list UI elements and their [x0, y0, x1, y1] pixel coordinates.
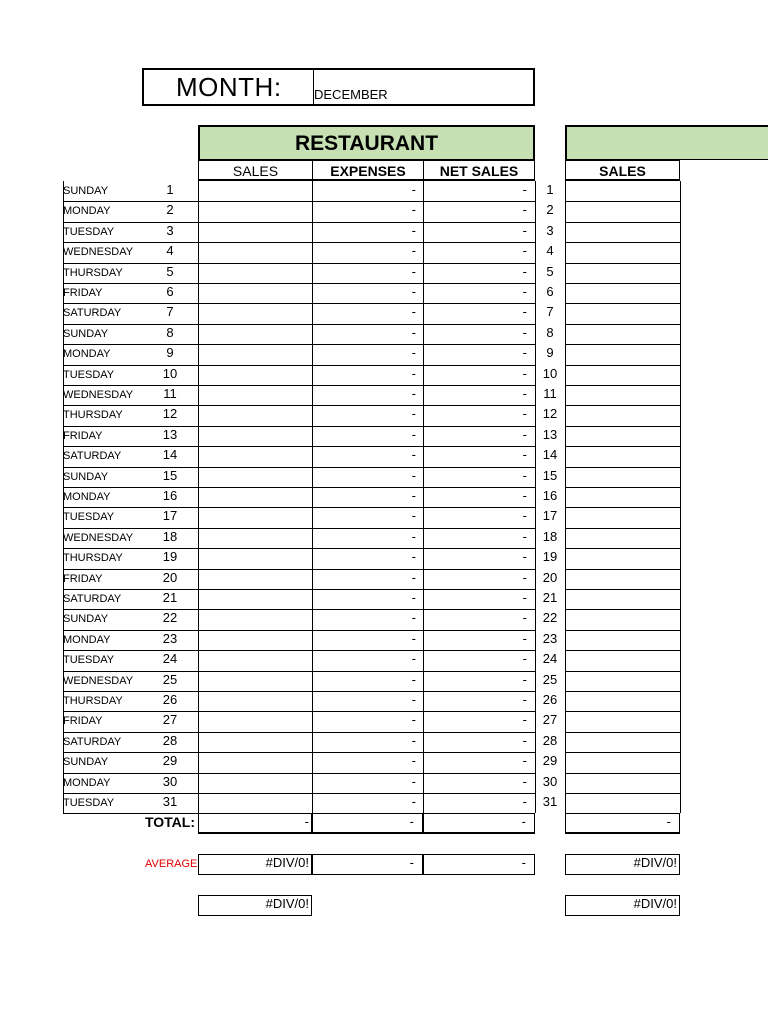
total-sales-right-cell[interactable]: -: [565, 813, 680, 834]
day-number-right: 4: [546, 243, 554, 259]
day-number-right: 26: [542, 692, 558, 707]
sales-right-cell[interactable]: [565, 344, 680, 364]
total-expenses-cell[interactable]: -: [312, 813, 423, 834]
day-number-right: 19: [542, 549, 558, 565]
column-line-right: [565, 181, 566, 813]
day-number-right: 29: [542, 753, 558, 769]
sales-right-cell[interactable]: [565, 589, 680, 609]
day-number: 8: [166, 324, 174, 340]
day-number: 5: [166, 263, 174, 279]
expenses-cell[interactable]: -: [411, 610, 416, 626]
right-banner: [565, 125, 768, 160]
day-number: 18: [162, 528, 178, 544]
day-label: TUESDAY: [63, 511, 115, 524]
net-sales-cell[interactable]: -: [522, 773, 527, 789]
sales-cell[interactable]: [198, 405, 312, 425]
sales-cell[interactable]: [198, 691, 312, 711]
sales-cell[interactable]: [198, 507, 312, 527]
day-number: 29: [162, 753, 178, 769]
sales-right-cell[interactable]: [565, 752, 680, 772]
sales-right-cell[interactable]: [565, 548, 680, 568]
sales-cell[interactable]: [198, 263, 312, 283]
day-label: SUNDAY: [63, 756, 109, 769]
sales-right-cell[interactable]: [565, 426, 680, 446]
expenses-cell[interactable]: -: [411, 345, 416, 361]
day-number-right: 18: [542, 528, 558, 544]
day-number-right: 22: [542, 610, 558, 626]
sales-right-cell[interactable]: [565, 487, 680, 507]
day-number-right: 28: [542, 732, 558, 748]
day-number-right: 12: [542, 406, 558, 422]
net-sales-cell[interactable]: -: [522, 569, 527, 585]
day-label: FRIDAY: [63, 287, 103, 299]
sales-right-header: SALES: [565, 160, 680, 181]
net-sales-cell[interactable]: -: [522, 590, 527, 605]
expenses-cell[interactable]: -: [411, 263, 416, 279]
expenses-cell[interactable]: -: [411, 794, 416, 809]
net-sales-cell[interactable]: -: [522, 182, 527, 197]
expenses-cell[interactable]: -: [411, 773, 416, 789]
sales-cell[interactable]: [198, 201, 312, 221]
day-number: 4: [166, 243, 174, 259]
day-number-right: 25: [542, 671, 558, 687]
sales-right-cell[interactable]: [565, 650, 680, 670]
expenses-cell[interactable]: -: [411, 182, 416, 197]
sales-cell[interactable]: [198, 181, 312, 201]
net-sales-cell[interactable]: -: [522, 712, 527, 728]
day-label: FRIDAY: [63, 429, 103, 442]
sales-cell[interactable]: [198, 793, 312, 813]
sales-right-cell[interactable]: [565, 711, 680, 731]
column-line: [198, 181, 199, 813]
day-number-right: 21: [542, 590, 558, 605]
expenses-cell[interactable]: -: [411, 528, 416, 544]
day-number-right: 23: [542, 630, 558, 646]
average-sales-cell[interactable]: #DIV/0!: [198, 854, 312, 875]
expenses-cell[interactable]: -: [411, 712, 416, 728]
day-number-right: 13: [542, 426, 558, 442]
day-label: MONDAY: [63, 633, 111, 646]
day-label: THURSDAY: [63, 409, 123, 422]
sales-cell[interactable]: [198, 609, 312, 629]
day-number: 13: [162, 426, 178, 442]
sales-right-cell[interactable]: [565, 630, 680, 650]
sales-cell[interactable]: [198, 732, 312, 752]
column-line: [535, 181, 536, 813]
sales-right-cell[interactable]: [565, 405, 680, 425]
day-label: WEDNESDAY: [63, 674, 134, 687]
day-number: 24: [162, 651, 178, 667]
day-number: 14: [162, 447, 178, 463]
expenses-cell[interactable]: -: [411, 467, 416, 483]
day-label: TUESDAY: [63, 797, 115, 809]
sales-cell[interactable]: [198, 385, 312, 405]
column-line: [312, 181, 313, 813]
day-number-right: 16: [542, 488, 558, 503]
net-sales-cell[interactable]: -: [522, 284, 527, 299]
day-number: 23: [162, 630, 178, 646]
net-sales-cell[interactable]: -: [522, 528, 527, 544]
column-line-right: [680, 181, 681, 813]
net-sales-cell[interactable]: -: [522, 671, 527, 687]
extra-left-cell[interactable]: #DIV/0!: [198, 895, 312, 916]
expenses-cell[interactable]: -: [411, 508, 416, 524]
net-sales-cell[interactable]: -: [522, 324, 527, 340]
day-label: SUNDAY: [63, 613, 109, 626]
net-sales-cell[interactable]: -: [522, 406, 527, 422]
column-line: [423, 181, 424, 813]
day-number-right: 20: [542, 569, 558, 585]
net-sales-cell[interactable]: -: [522, 304, 527, 320]
total-sales-cell[interactable]: -: [198, 813, 312, 834]
day-number: 10: [162, 365, 178, 381]
average-expenses-cell[interactable]: -: [312, 854, 423, 875]
day-label: MONDAY: [63, 205, 111, 218]
day-label: FRIDAY: [63, 715, 103, 728]
day-number: 27: [162, 712, 178, 728]
net-sales-cell[interactable]: -: [522, 549, 527, 565]
sales-right-cell[interactable]: [565, 385, 680, 405]
day-number: 1: [166, 182, 174, 197]
day-label: SATURDAY: [63, 307, 122, 320]
sales-right-cell[interactable]: [565, 691, 680, 711]
expenses-cell[interactable]: -: [411, 753, 416, 769]
expenses-cell[interactable]: -: [411, 406, 416, 422]
day-label: THURSDAY: [63, 552, 123, 565]
day-label: TUESDAY: [63, 225, 115, 238]
sales-cell[interactable]: [198, 467, 312, 487]
expenses-header: EXPENSES: [312, 160, 423, 181]
day-label: MONDAY: [63, 348, 111, 361]
expenses-cell[interactable]: -: [411, 284, 416, 299]
day-number: 26: [162, 692, 178, 707]
sales-cell[interactable]: [198, 773, 312, 793]
expenses-cell[interactable]: -: [411, 590, 416, 605]
sales-right-cell[interactable]: [565, 569, 680, 589]
expenses-cell[interactable]: -: [411, 365, 416, 381]
net-sales-cell[interactable]: -: [522, 692, 527, 707]
net-sales-cell[interactable]: -: [522, 202, 527, 218]
expenses-cell[interactable]: -: [411, 426, 416, 442]
day-number: 9: [166, 345, 174, 361]
sales-cell[interactable]: [198, 365, 312, 385]
day-number-right: 7: [546, 304, 554, 320]
day-number: 20: [162, 569, 178, 585]
day-number: 19: [162, 549, 178, 565]
sales-cell[interactable]: [198, 671, 312, 691]
day-label: SUNDAY: [63, 470, 109, 483]
sales-cell[interactable]: [198, 283, 312, 303]
day-number: 12: [162, 406, 178, 422]
expenses-cell[interactable]: -: [411, 651, 416, 667]
day-label: WEDNESDAY: [63, 389, 134, 401]
average-net-sales-cell[interactable]: -: [423, 854, 535, 875]
expenses-cell[interactable]: -: [411, 243, 416, 259]
day-label: THURSDAY: [63, 266, 123, 279]
total-label: TOTAL:: [144, 814, 196, 830]
day-number-right: 14: [542, 447, 558, 463]
expenses-cell[interactable]: -: [411, 630, 416, 646]
expenses-cell[interactable]: -: [411, 732, 416, 748]
restaurant-banner: RESTAURANT: [198, 125, 535, 160]
day-label: MONDAY: [63, 491, 111, 503]
day-number: 17: [162, 508, 178, 524]
day-number: 30: [162, 773, 178, 789]
net-sales-cell[interactable]: -: [522, 447, 527, 463]
day-number-right: 31: [542, 794, 558, 809]
sales-cell[interactable]: [198, 222, 312, 242]
day-label: SATURDAY: [63, 593, 122, 605]
net-sales-cell[interactable]: -: [522, 243, 527, 259]
day-number-right: 24: [542, 651, 558, 667]
average-label: AVERAGE: [145, 858, 198, 870]
day-number-right: 11: [543, 386, 557, 401]
day-number: 2: [166, 202, 174, 218]
day-number-right: 9: [546, 345, 554, 361]
expenses-cell[interactable]: -: [411, 447, 416, 463]
sales-cell[interactable]: [198, 446, 312, 466]
day-number: 3: [166, 222, 174, 238]
expenses-cell[interactable]: -: [411, 202, 416, 218]
sales-right-cell[interactable]: [565, 303, 680, 323]
sales-cell[interactable]: [198, 344, 312, 364]
expenses-cell[interactable]: -: [411, 222, 416, 238]
day-number-right: 3: [546, 222, 554, 238]
day-label: SUNDAY: [63, 327, 109, 340]
extra-right-cell[interactable]: #DIV/0!: [565, 895, 680, 916]
sales-right-cell[interactable]: [565, 528, 680, 548]
expenses-cell[interactable]: -: [411, 569, 416, 585]
expenses-cell[interactable]: -: [411, 324, 416, 340]
month-box: [142, 68, 535, 106]
sales-right-cell[interactable]: [565, 732, 680, 752]
day-number-right: 15: [542, 467, 558, 483]
sales-right-cell[interactable]: [565, 671, 680, 691]
day-number: 15: [162, 467, 178, 483]
sales-cell[interactable]: [198, 487, 312, 507]
day-label: WEDNESDAY: [63, 246, 134, 259]
sales-right-cell[interactable]: [565, 507, 680, 527]
net-sales-cell[interactable]: -: [522, 753, 527, 769]
net-sales-cell[interactable]: -: [522, 732, 527, 748]
day-number-right: 17: [542, 508, 558, 524]
day-label: WEDNESDAY: [63, 531, 134, 544]
sales-cell[interactable]: [198, 528, 312, 548]
expenses-cell[interactable]: -: [411, 671, 416, 687]
day-label: SATURDAY: [63, 735, 122, 748]
sales-right-cell[interactable]: [565, 222, 680, 242]
day-number-right: 5: [546, 263, 554, 279]
sales-right-cell[interactable]: [565, 324, 680, 344]
sales-cell[interactable]: [198, 242, 312, 262]
day-number-right: 8: [546, 324, 554, 340]
day-number-right: 6: [546, 284, 554, 299]
net-sales-cell[interactable]: -: [522, 610, 527, 626]
sales-right-cell[interactable]: [565, 365, 680, 385]
net-sales-cell[interactable]: -: [522, 345, 527, 361]
day-number: 31: [162, 794, 178, 809]
net-sales-header: NET SALES: [423, 160, 535, 181]
net-sales-cell[interactable]: -: [522, 467, 527, 483]
net-sales-cell[interactable]: -: [522, 508, 527, 524]
average-sales-right-cell[interactable]: #DIV/0!: [565, 854, 680, 875]
net-sales-cell[interactable]: -: [522, 630, 527, 646]
expenses-cell[interactable]: -: [411, 692, 416, 707]
sales-header: SALES: [198, 160, 312, 181]
sales-cell[interactable]: [198, 752, 312, 772]
total-net-sales-cell[interactable]: -: [423, 813, 535, 834]
month-label: MONTH:: [176, 72, 282, 102]
net-sales-cell[interactable]: -: [522, 386, 527, 401]
day-number: 22: [162, 610, 178, 626]
sales-cell[interactable]: [198, 548, 312, 568]
month-value[interactable]: DECEMBER: [314, 87, 388, 102]
day-label: MONDAY: [63, 776, 111, 789]
sales-cell[interactable]: [198, 630, 312, 650]
day-label: TUESDAY: [63, 368, 115, 381]
day-number-right: 30: [542, 773, 558, 789]
sales-cell[interactable]: [198, 650, 312, 670]
day-number-right: 1: [546, 182, 554, 197]
net-sales-cell[interactable]: -: [522, 426, 527, 442]
sales-right-cell[interactable]: [565, 283, 680, 303]
net-sales-cell[interactable]: -: [522, 488, 527, 503]
sales-cell[interactable]: [198, 569, 312, 589]
column-line: [63, 181, 64, 813]
sales-right-cell[interactable]: [565, 609, 680, 629]
day-label: TUESDAY: [63, 654, 115, 667]
day-number: 16: [162, 488, 178, 503]
net-sales-cell[interactable]: -: [522, 365, 527, 381]
day-number-right: 2: [546, 202, 554, 218]
net-sales-cell[interactable]: -: [522, 794, 527, 809]
sales-cell[interactable]: [198, 426, 312, 446]
expenses-cell[interactable]: -: [411, 386, 416, 401]
expenses-cell[interactable]: -: [411, 304, 416, 320]
net-sales-cell[interactable]: -: [522, 263, 527, 279]
day-number: 28: [162, 732, 178, 748]
sales-right-cell[interactable]: [565, 446, 680, 466]
day-label: SATURDAY: [63, 450, 122, 463]
day-number: 6: [166, 284, 174, 299]
net-sales-cell[interactable]: -: [522, 222, 527, 238]
day-label: SUNDAY: [63, 185, 109, 197]
day-number: 25: [162, 671, 178, 687]
day-number: 11: [163, 386, 177, 401]
net-sales-cell[interactable]: -: [522, 651, 527, 667]
sales-right-cell[interactable]: [565, 201, 680, 221]
sales-right-cell[interactable]: [565, 773, 680, 793]
day-label: FRIDAY: [63, 572, 103, 585]
sales-right-cell[interactable]: [565, 263, 680, 283]
day-number: 7: [166, 304, 174, 320]
sales-right-cell[interactable]: [565, 242, 680, 262]
day-number-right: 10: [542, 365, 558, 381]
sales-cell[interactable]: [198, 303, 312, 323]
day-label: THURSDAY: [63, 695, 123, 707]
day-number: 21: [162, 590, 178, 605]
sales-right-cell[interactable]: [565, 181, 680, 201]
expenses-cell[interactable]: -: [411, 488, 416, 503]
sales-cell[interactable]: [198, 711, 312, 731]
expenses-cell[interactable]: -: [411, 549, 416, 565]
day-number-right: 27: [542, 712, 558, 728]
sales-cell[interactable]: [198, 589, 312, 609]
sales-right-cell[interactable]: [565, 793, 680, 813]
sales-cell[interactable]: [198, 324, 312, 344]
sales-right-cell[interactable]: [565, 467, 680, 487]
